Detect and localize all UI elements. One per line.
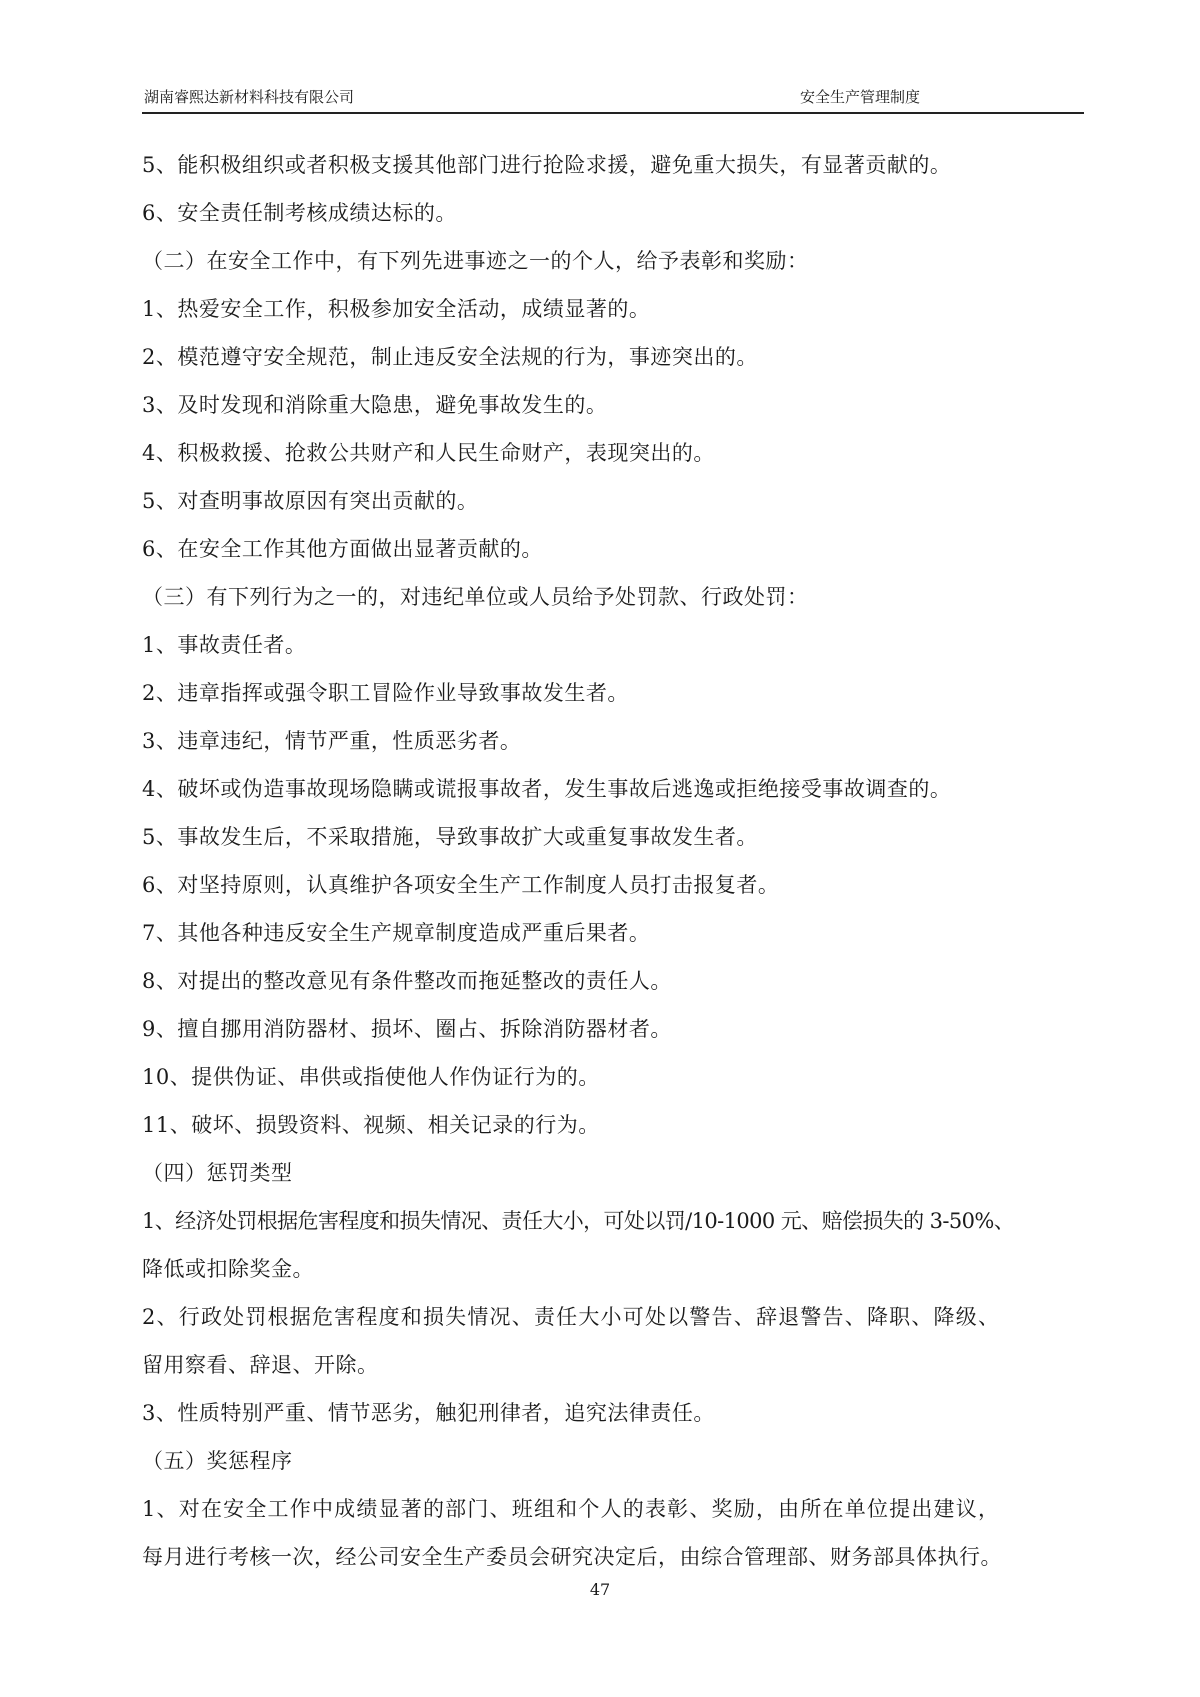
text-line: 2、违章指挥或强令职工冒险作业导致事故发生者。 xyxy=(142,681,629,705)
text-line: 6、安全责任制考核成绩达标的。 xyxy=(142,201,457,225)
text-line: 6、对坚持原则，认真维护各项安全生产工作制度人员打击报复者。 xyxy=(142,873,780,897)
section-heading: （四）惩罚类型 xyxy=(142,1161,293,1185)
text-line: 11、破坏、损毁资料、视频、相关记录的行为。 xyxy=(142,1113,600,1137)
company-name: 湖南睿熙达新材料科技有限公司 xyxy=(144,88,355,106)
paragraph-line: 每月进行考核一次，经公司安全生产委员会研究决定后，由综合管理部、财务部具体执行。 xyxy=(142,1545,1002,1569)
text-line: 3、及时发现和消除重大隐患，避免事故发生的。 xyxy=(142,393,608,417)
page-header xyxy=(142,82,1084,114)
text-line: 3、违章违纪，情节严重，性质恶劣者。 xyxy=(142,729,522,753)
text-line: 9、擅自挪用消防器材、损坏、圈占、拆除消防器材者。 xyxy=(142,1017,672,1041)
text-line: 8、对提出的整改意见有条件整改而拖延整改的责任人。 xyxy=(142,969,672,993)
text-line: 4、破坏或伪造事故现场隐瞒或谎报事故者，发生事故后逃逸或拒绝接受事故调查的。 xyxy=(142,777,952,801)
section-heading: （五）奖惩程序 xyxy=(142,1449,293,1473)
text-line: 10、提供伪证、串供或指使他人作伪证行为的。 xyxy=(142,1065,600,1089)
page-content xyxy=(142,150,1086,1590)
text-line: 5、事故发生后，不采取措施，导致事故扩大或重复事故发生者。 xyxy=(142,825,758,849)
text-line: 1、热爱安全工作，积极参加安全活动，成绩显著的。 xyxy=(142,297,651,321)
section-heading: （二）在安全工作中，有下列先进事迹之一的个人，给予表彰和奖励： xyxy=(142,249,809,273)
text-line: 7、其他各种违反安全生产规章制度造成严重后果者。 xyxy=(142,921,651,945)
text-line: 6、在安全工作其他方面做出显著贡献的。 xyxy=(142,537,543,561)
paragraph-line: 2、行政处罚根据危害程度和损失情况、责任大小可处以警告、辞退警告、降职、降级、 xyxy=(142,1305,1001,1329)
text-line: 2、模范遵守安全规范，制止违反安全法规的行为，事迹突出的。 xyxy=(142,345,758,369)
text-line: 5、能积极组织或者积极支援其他部门进行抢险求援，避免重大损失，有显著贡献的。 xyxy=(142,153,952,177)
document-title: 安全生产管理制度 xyxy=(800,88,921,106)
page-number: 47 xyxy=(589,1580,611,1599)
text-line: 1、事故责任者。 xyxy=(142,633,307,657)
text-line: 5、对查明事故原因有突出贡献的。 xyxy=(142,489,479,513)
paragraph-line: 1、对在安全工作中成绩显著的部门、班组和个人的表彰、奖励，由所在单位提出建议， xyxy=(142,1497,1001,1521)
section-heading: （三）有下列行为之一的，对违纪单位或人员给予处罚款、行政处罚： xyxy=(142,585,809,609)
paragraph-line: 1、经济处罚根据危害程度和损失情况、责任大小，可处以罚/10-1000 元、赔偿损失的 3-50%、 xyxy=(142,1209,1015,1233)
paragraph-line: 降低或扣除奖金。 xyxy=(142,1257,314,1281)
text-line: 4、积极救援、抢救公共财产和人民生命财产，表现突出的。 xyxy=(142,441,715,465)
paragraph-line: 留用察看、辞退、开除。 xyxy=(142,1353,379,1377)
text-line: 3、性质特别严重、情节恶劣，触犯刑律者，追究法律责任。 xyxy=(142,1401,715,1425)
